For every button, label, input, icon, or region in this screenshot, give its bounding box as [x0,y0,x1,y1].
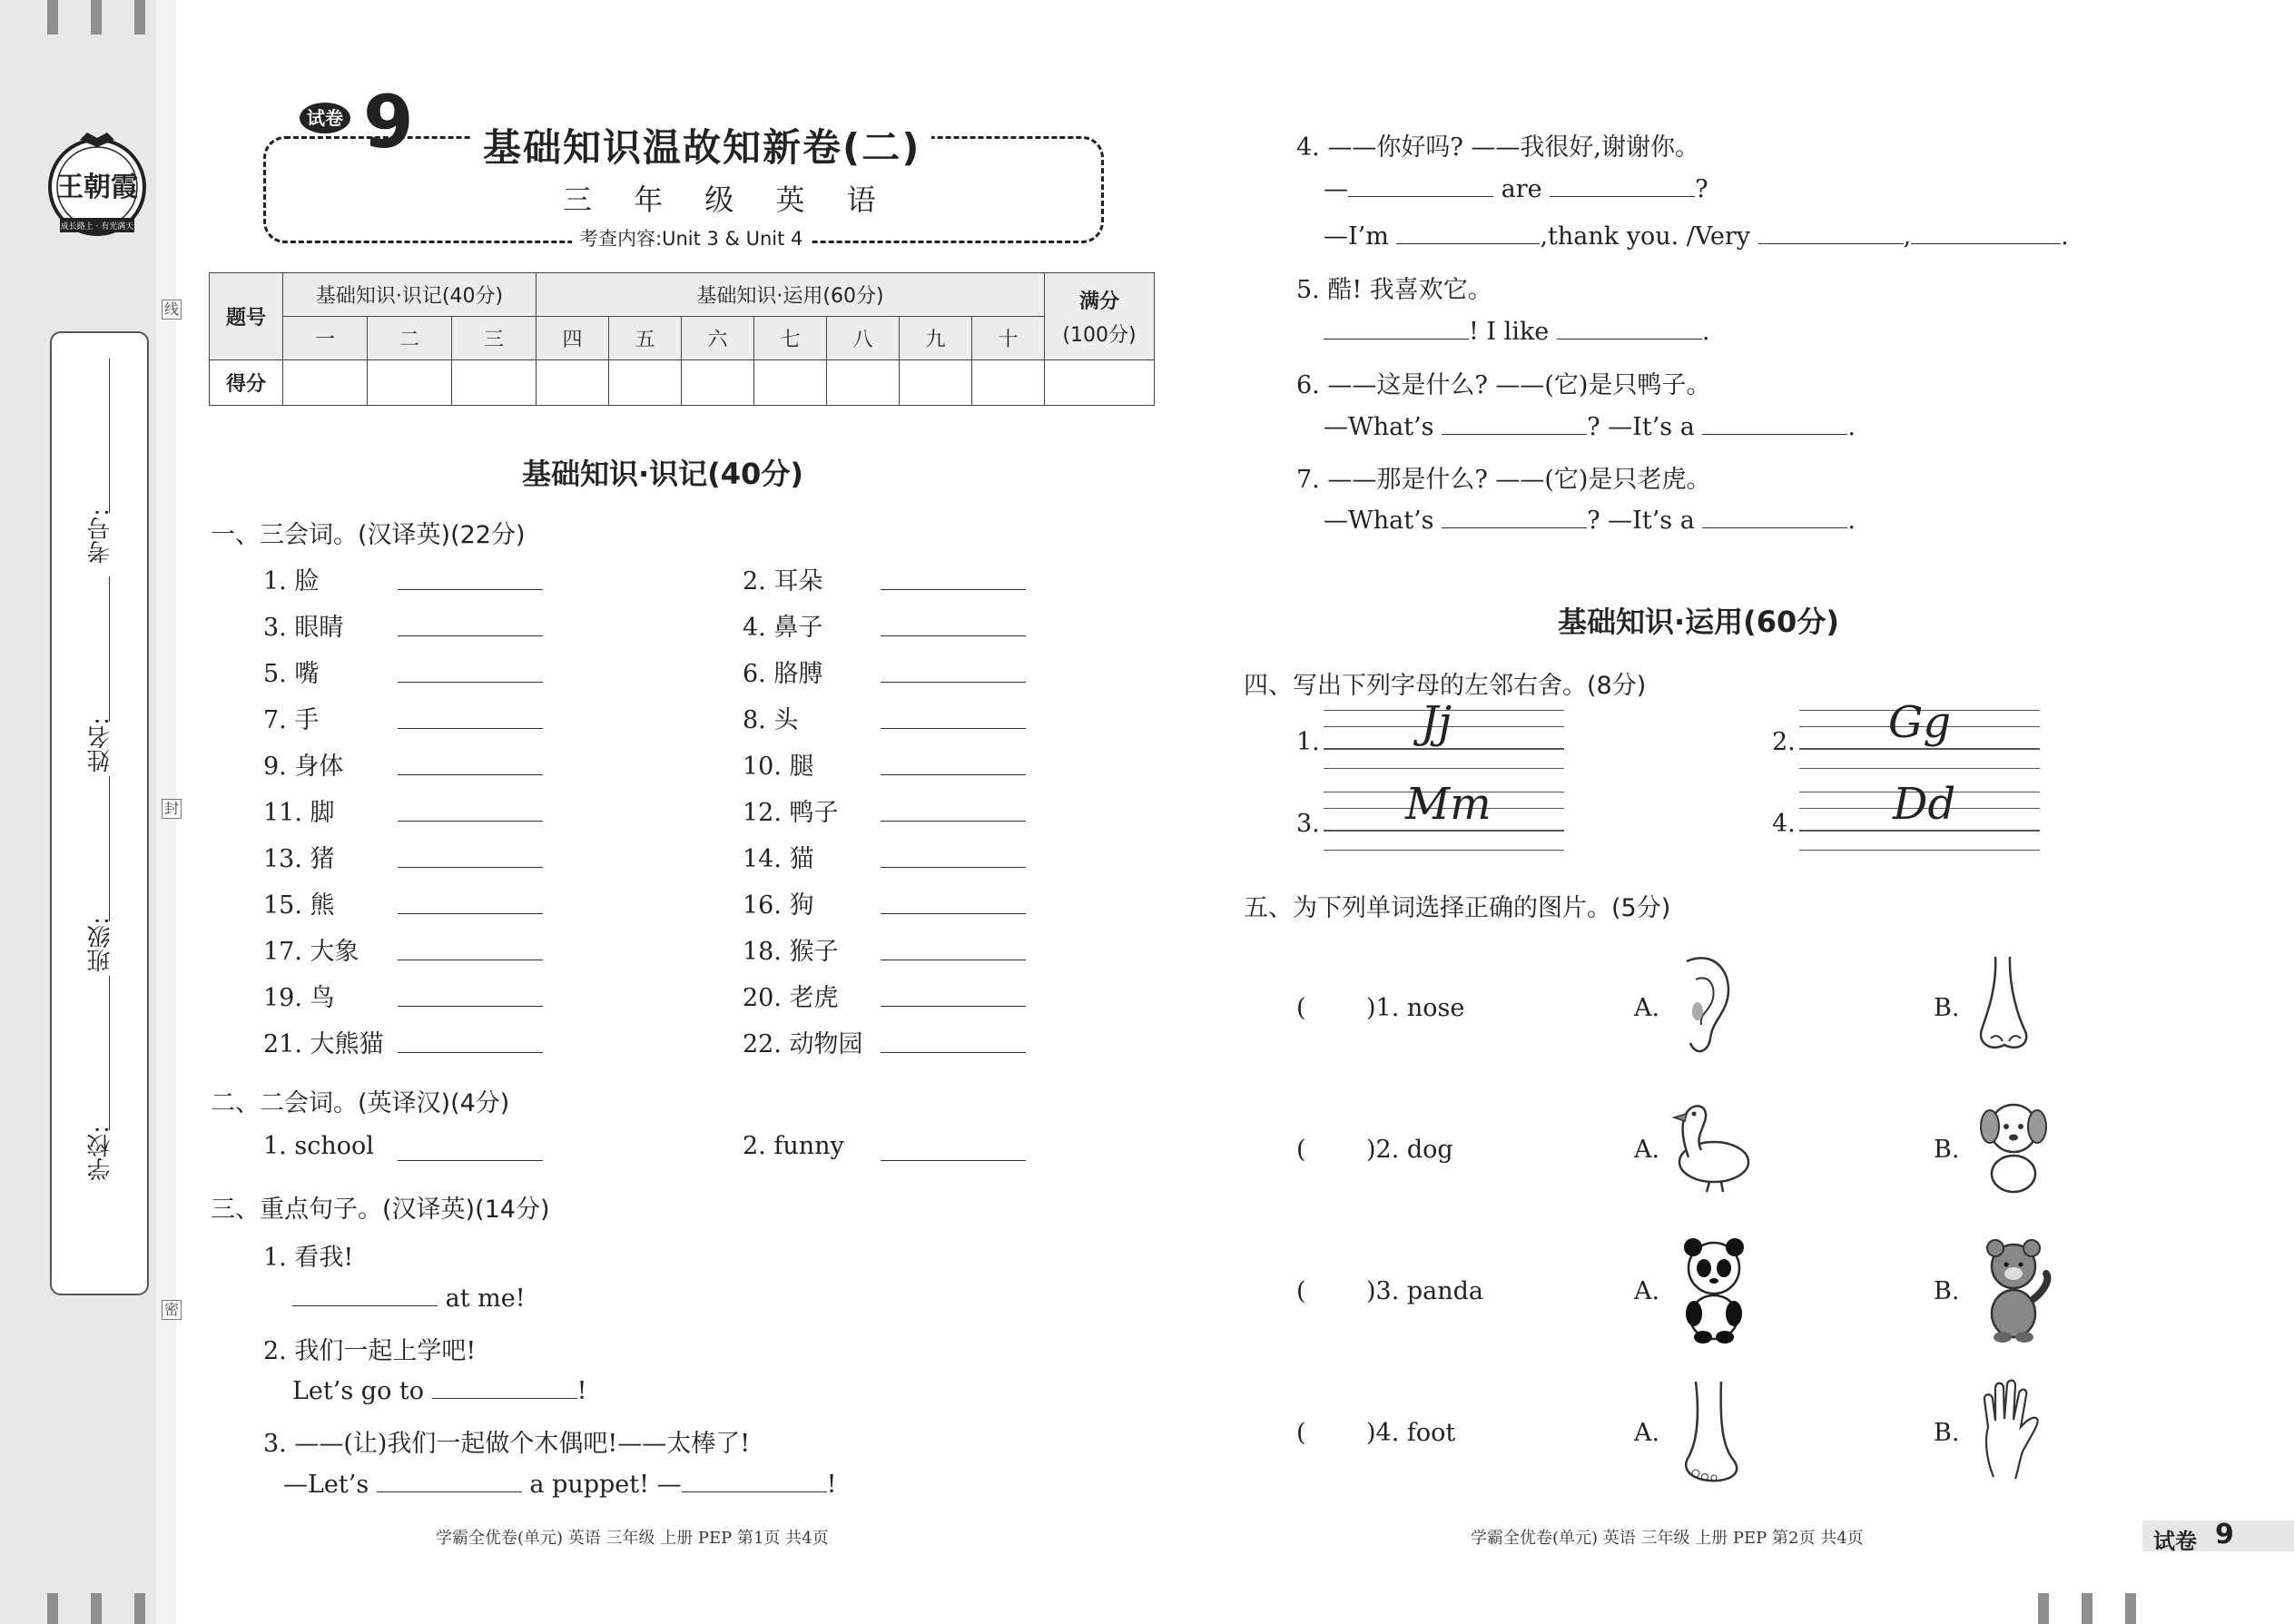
score-cell[interactable] [452,360,537,406]
answer-blank[interactable] [398,589,543,590]
sentence-text: ! [826,1471,837,1499]
word-prompt: )2. dog [1366,1136,1453,1164]
option-b-label: B. [1934,1419,1960,1447]
word-prompt: )1. nose [1366,994,1465,1022]
vocab-item: 13. 猪 [263,845,335,873]
answer-blank[interactable] [881,1052,1026,1053]
score-cell[interactable] [283,360,368,406]
question-number: 二 [368,317,452,360]
vocab-item: 16. 狗 [743,891,814,920]
question-number: 三 [452,317,537,360]
sentence-answer [1324,413,1856,441]
answer-blank[interactable] [398,1052,543,1053]
registration-mark [2125,1593,2136,1624]
vocab-item: 14. 猫 [743,845,814,873]
nose-picture[interactable] [1968,952,2059,1063]
sentence-answer [292,1377,586,1405]
option-a-label: A. [1634,1136,1660,1164]
answer-blank[interactable] [398,682,543,683]
vocab-item: 18. 猴子 [743,938,839,966]
sentence-answer [1324,222,2069,251]
score-cell[interactable] [754,360,827,406]
answer-blank[interactable] [881,682,1026,683]
score-cell[interactable] [368,360,452,406]
answer-blank[interactable] [1324,339,1469,340]
page-title: 基础知识温故知新卷(二) [472,118,931,172]
sentence-answer [1324,175,1708,203]
letter-item-number: 2. [1772,728,1796,756]
answer-blank[interactable] [1702,527,1847,528]
letter-item-number: 1. [1296,728,1320,756]
answer-blank[interactable] [292,1305,438,1306]
answer-blank[interactable] [1442,527,1587,528]
sentence-text: ? —It’s a [1587,413,1695,441]
vocab-item: 3. 眼睛 [263,614,344,642]
sentence-text: . [1847,507,1856,535]
score-cell[interactable] [900,360,972,406]
question-number: 四 [537,317,609,360]
question-number: 六 [682,317,754,360]
total-label: 满分 [1078,290,1119,313]
question-number: 八 [827,317,900,360]
question-number-label: 题号 [210,273,283,360]
answer-blank[interactable] [881,1160,1026,1161]
sentence-text: . [1701,318,1710,346]
answer-blank[interactable] [398,774,543,775]
sentence-prompt: 4. ——你好吗? ——我很好,谢谢你。 [1296,133,1699,162]
sentence-text: —What’s [1324,507,1434,535]
total-header [1045,273,1155,360]
question-number: 一 [283,317,368,360]
part2-header: 基础知识·运用(60分) [537,273,1045,317]
word-prompt: )3. panda [1366,1277,1484,1305]
sentence-answer [292,1284,526,1313]
cut-mark-secret: 密 [162,1300,182,1320]
letter-sample: Jj [1421,697,1452,748]
sentence-text: ! [576,1377,587,1405]
exam-scope: 考查内容:Unit 3 & Unit 4 [572,224,810,251]
question-3-title: 三、重点句子。(汉译英)(14分) [211,1196,550,1224]
answer-blank[interactable] [1557,339,1702,340]
vocab-item: 1. 脸 [263,567,320,595]
publisher-logo [44,127,151,247]
sentence-text: Let’s go to [292,1377,425,1405]
question-number: 十 [972,317,1045,360]
sentence-text: . [1847,413,1856,441]
vocab-item: 22. 动物园 [743,1030,863,1058]
vocab-item: 21. 大熊猫 [263,1030,384,1058]
answer-blank[interactable] [881,867,1026,868]
vocab-item: 4. 鼻子 [743,614,823,642]
part1-header: 基础知识·识记(40分) [283,273,537,317]
sentence-text: . [2061,222,2069,251]
answer-blank[interactable] [881,728,1026,729]
sentence-answer [283,1471,836,1499]
hand-picture[interactable] [1968,1377,2059,1488]
sentence-text: — [1324,175,1348,203]
page-subtitle: 三 年 级 英 语 [563,182,892,217]
sentence-text: at me! [445,1284,526,1313]
sentence-text: ? —It’s a [1587,507,1695,535]
sentence-prompt: 5. 酷! 我喜欢它。 [1296,276,1492,304]
answer-slot[interactable] [1325,998,1365,1025]
exam-number-label: 考号: [87,508,114,564]
answer-slot[interactable] [1325,1139,1365,1166]
letter-sample: Dd [1893,779,1956,830]
option-a-label: A. [1634,1277,1660,1305]
registration-mark [47,1593,58,1624]
score-cell[interactable] [972,360,1045,406]
letter-item-number: 3. [1296,810,1320,838]
section-heading-usage: 基础知识·运用(60分) [1558,605,1839,639]
school-label: 学校: [87,1126,114,1181]
score-cell[interactable] [827,360,900,406]
answer-blank[interactable] [377,1491,522,1492]
sentence-text: ! I like [1469,318,1550,346]
answer-paren-open: ( [1296,1419,1306,1447]
question-1-title: 一、三会词。(汉译英)(22分) [211,521,526,549]
vocab-item: 9. 身体 [263,753,344,781]
vocab-item: 2. 耳朵 [743,567,823,595]
answer-blank[interactable] [881,913,1026,914]
registration-mark [134,1593,145,1624]
registration-mark [91,0,102,34]
answer-blank[interactable] [398,821,543,822]
registration-mark [2082,1593,2092,1624]
answer-slot[interactable] [1325,1422,1365,1450]
answer-blank[interactable] [398,867,543,868]
answer-blank[interactable] [881,774,1026,775]
vocab-item: 6. 胳膊 [743,660,823,688]
answer-paren-open: ( [1296,994,1306,1022]
answer-blank[interactable] [881,589,1026,590]
score-table [209,272,1155,406]
sentence-text: are [1501,175,1542,203]
duck-picture[interactable] [1669,1094,1759,1205]
school-field[interactable] [109,976,110,1130]
page-footer-right: 学霸全优卷(单元) 英语 三年级 上册 PEP 第2页 共4页 [1471,1529,1864,1548]
vocab-item: 11. 脚 [263,799,335,827]
class-field[interactable] [109,776,110,921]
option-a-label: A. [1634,994,1660,1022]
letter-item-number: 4. [1772,810,1796,838]
answer-blank[interactable] [881,1006,1026,1007]
score-cell[interactable] [682,360,754,406]
score-cell[interactable] [609,360,682,406]
answer-blank[interactable] [1758,243,1904,244]
answer-blank[interactable] [1702,434,1847,435]
answer-blank[interactable] [1550,196,1695,197]
question-number: 七 [754,317,827,360]
answer-slot[interactable] [1325,1281,1365,1308]
score-label: 得分 [210,360,283,406]
vocab-item: 20. 老虎 [743,984,839,1012]
answer-blank[interactable] [398,1006,543,1007]
answer-blank[interactable] [398,913,543,914]
exam-badge: 试卷 [300,103,350,133]
question-4-title: 四、写出下列字母的左邻右舍。(8分) [1244,672,1647,700]
registration-mark [134,0,145,34]
registration-mark [47,0,58,34]
panda-picture[interactable] [1669,1235,1759,1346]
sentence-prompt: 3. ——(让)我们一起做个木偶吧!——太棒了! [263,1430,751,1458]
cut-mark-seal: 封 [162,799,182,819]
sentence-answer [1324,318,1709,346]
sentence-text: —Let’s [283,1471,369,1499]
vocab-item: 2. funny [743,1132,844,1160]
vocab-item: 5. 嘴 [263,660,320,688]
vocab-item: 1. school [263,1132,374,1160]
class-label: 班级: [87,917,114,972]
sentence-text: a puppet! — [529,1471,682,1499]
answer-blank[interactable] [398,635,543,636]
sentence-text: , [1903,222,1912,251]
word-prompt: )4. foot [1366,1419,1456,1447]
section-heading-recall: 基础知识·识记(40分) [522,457,803,491]
vocab-item: 8. 头 [743,706,799,734]
score-cell[interactable] [537,360,609,406]
letter-sample: Mm [1405,779,1492,830]
total-value: (100分) [1062,323,1137,347]
vocab-item: 19. 鸟 [263,984,335,1012]
option-b-label: B. [1934,1136,1960,1164]
corner-tag [2142,1519,2294,1554]
registration-mark [2038,1593,2049,1624]
exam-number: 9 [363,80,414,164]
vocab-item: 15. 熊 [263,891,335,920]
sentence-answer [1324,507,1856,535]
vocab-item: 12. 鸭子 [743,799,839,827]
corner-label: 试卷 [2153,1529,2197,1554]
option-b-label: B. [1934,1277,1960,1305]
answer-blank[interactable] [1911,243,2061,244]
vocab-item: 7. 手 [263,706,320,734]
letter-sample: Gg [1888,697,1952,748]
answer-blank[interactable] [398,1160,543,1161]
sentence-prompt: 1. 看我! [263,1244,354,1272]
dog-picture[interactable] [1968,1094,2059,1205]
question-number: 五 [609,317,682,360]
answer-blank[interactable] [1348,196,1493,197]
answer-blank[interactable] [398,728,543,729]
bear-picture[interactable] [1968,1235,2059,1346]
option-b-label: B. [1934,994,1960,1022]
corner-number: 9 [2215,1519,2234,1550]
question-2-title: 二、二会词。(英译汉)(4分) [211,1089,510,1117]
question-5-title: 五、为下列单词选择正确的图片。(5分) [1244,894,1671,922]
svg-text:成长路上 · 有光满天: 成长路上 · 有光满天 [60,222,134,231]
name-label: 姓名: [87,717,114,773]
answer-blank[interactable] [1396,243,1540,244]
answer-blank[interactable] [1442,434,1587,435]
exam-number-field[interactable] [109,359,110,513]
total-score-cell[interactable] [1045,360,1155,406]
page-footer-left: 学霸全优卷(单元) 英语 三年级 上册 PEP 第1页 共4页 [436,1529,829,1548]
cut-mark-line: 线 [162,300,182,320]
ear-picture[interactable] [1669,952,1759,1063]
answer-blank[interactable] [682,1491,827,1492]
name-field[interactable] [109,576,110,722]
sentence-prompt: 2. 我们一起上学吧! [263,1337,477,1365]
answer-blank[interactable] [881,821,1026,822]
answer-blank[interactable] [432,1398,577,1399]
sentence-text: —What’s [1324,413,1434,441]
sentence-text: ,thank you. /Very [1540,222,1751,251]
option-a-label: A. [1634,1419,1660,1447]
foot-picture[interactable] [1669,1377,1759,1488]
sentence-prompt: 6. ——这是什么? ——(它)是只鸭子。 [1296,371,1711,399]
registration-mark [91,1593,102,1624]
answer-paren-open: ( [1296,1136,1306,1164]
question-number: 九 [900,317,972,360]
vocab-item: 17. 大象 [263,938,359,966]
sentence-text: —I’m [1324,222,1389,251]
answer-blank[interactable] [881,635,1026,636]
answer-paren-open: ( [1296,1277,1306,1305]
sentence-text: ? [1695,175,1708,203]
sentence-prompt: 7. ——那是什么? ——(它)是只老虎。 [1296,466,1711,494]
vocab-item: 10. 腿 [743,753,814,781]
svg-text:王朝霞: 王朝霞 [56,172,138,203]
